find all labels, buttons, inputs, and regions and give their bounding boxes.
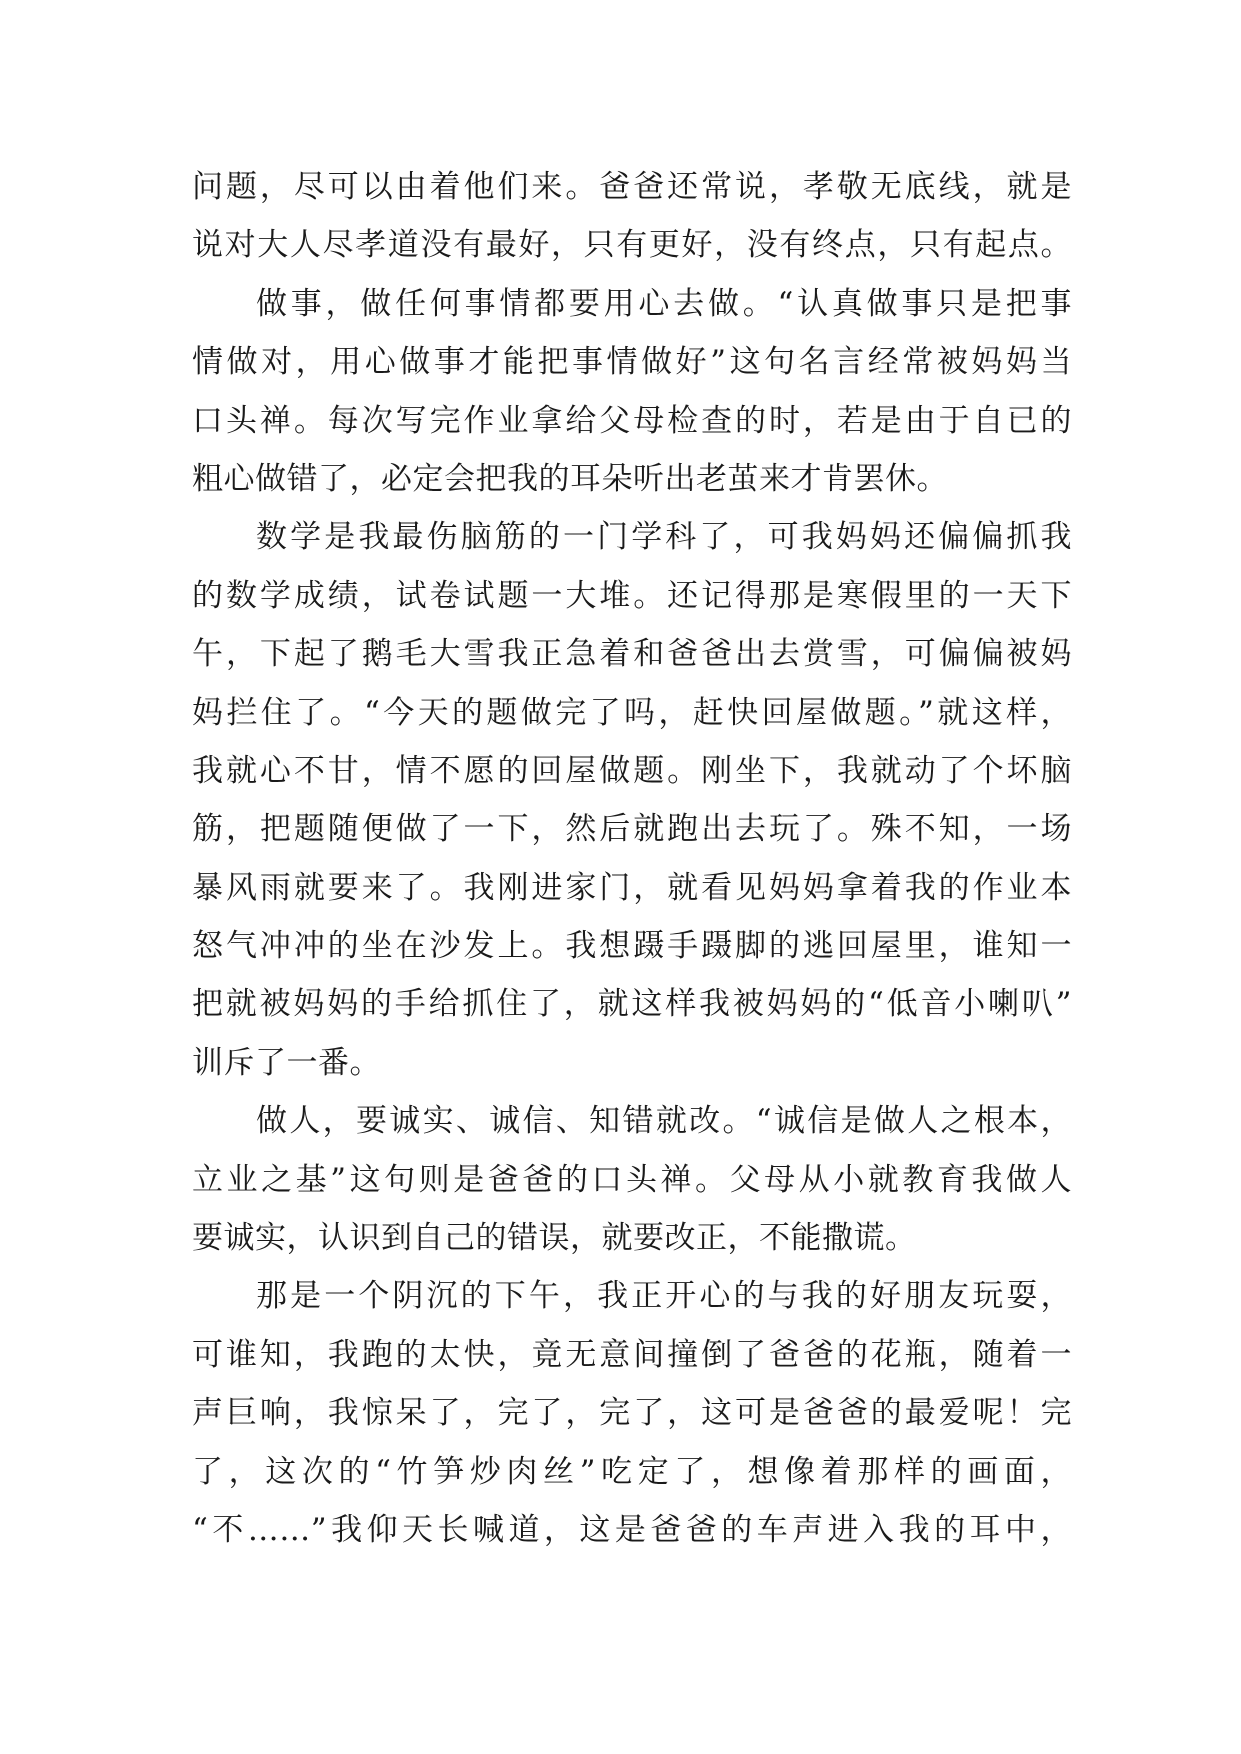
text-line: “不……”我仰天长喊道，这是爸爸的车声进入我的耳中，: [192, 1511, 1072, 1548]
text-line: 数学是我最伤脑筋的一门学科了，可我妈妈还偏偏抓我: [256, 519, 1072, 556]
text-line: 暴风雨就要来了。我刚进家门，就看见妈妈拿着我的作业本: [192, 869, 1072, 906]
text-line: 粗心做错了，必定会把我的耳朵听出老茧来才肯罢休。: [192, 460, 948, 497]
text-line: 把就被妈妈的手给抓住了，就这样我被妈妈的“低音小喇叭”: [192, 986, 1072, 1023]
text-line: 我就心不甘，情不愿的回屋做题。刚坐下，我就动了个坏脑: [192, 752, 1072, 789]
text-line: 口头禅。每次写完作业拿给父母检查的时，若是由于自已的: [192, 402, 1072, 439]
text-line: 做事，做任何事情都要用心去做。“认真做事只是把事: [256, 285, 1072, 322]
text-line: 筋，把题随便做了一下，然后就跑出去玩了。殊不知，一场: [192, 811, 1072, 848]
text-line: 做人，要诚实、诚信、知错就改。“诚信是做人之根本，: [256, 1103, 1072, 1140]
text-line: 可谁知，我跑的太快，竟无意间撞倒了爸爸的花瓶，随着一: [192, 1336, 1072, 1373]
text-line: 立业之基”这句则是爸爸的口头禅。父母从小就教育我做人: [192, 1161, 1072, 1198]
text-line: 问题，尽可以由着他们来。爸爸还常说，孝敬无底线，就是: [192, 169, 1072, 205]
text-line: 情做对，用心做事才能把事情做好”这句名言经常被妈妈当: [192, 344, 1072, 381]
text-line: 训斥了一番。: [192, 1044, 381, 1081]
body-text: [192, 158, 1072, 1559]
text-line: 声巨响，我惊呆了，完了，完了，这可是爸爸的最爱呢！完: [192, 1395, 1072, 1432]
text-line: 要诚实，认识到自己的错误，就要改正，不能撒谎。: [192, 1220, 917, 1257]
text-line: 了，这次的“竹笋炒肉丝”吃定了，想像着那样的画面，: [192, 1453, 1072, 1490]
text-line: 那是一个阴沉的下午，我正开心的与我的好朋友玩耍，: [256, 1278, 1072, 1315]
text-line: 的数学成绩，试卷试题一大堆。还记得那是寒假里的一天下: [192, 577, 1072, 614]
text-line: 说对大人尽孝道没有最好，只有更好，没有终点，只有起点。: [192, 227, 1072, 264]
text-line: 怒气冲冲的坐在沙发上。我想蹑手蹑脚的逃回屋里，谁知一: [192, 928, 1072, 965]
text-line: 午，下起了鹅毛大雪我正急着和爸爸出去赏雪，可偏偏被妈: [192, 636, 1072, 673]
text-line: 妈拦住了。“今天的题做完了吗，赶快回屋做题。”就这样，: [192, 694, 1072, 731]
